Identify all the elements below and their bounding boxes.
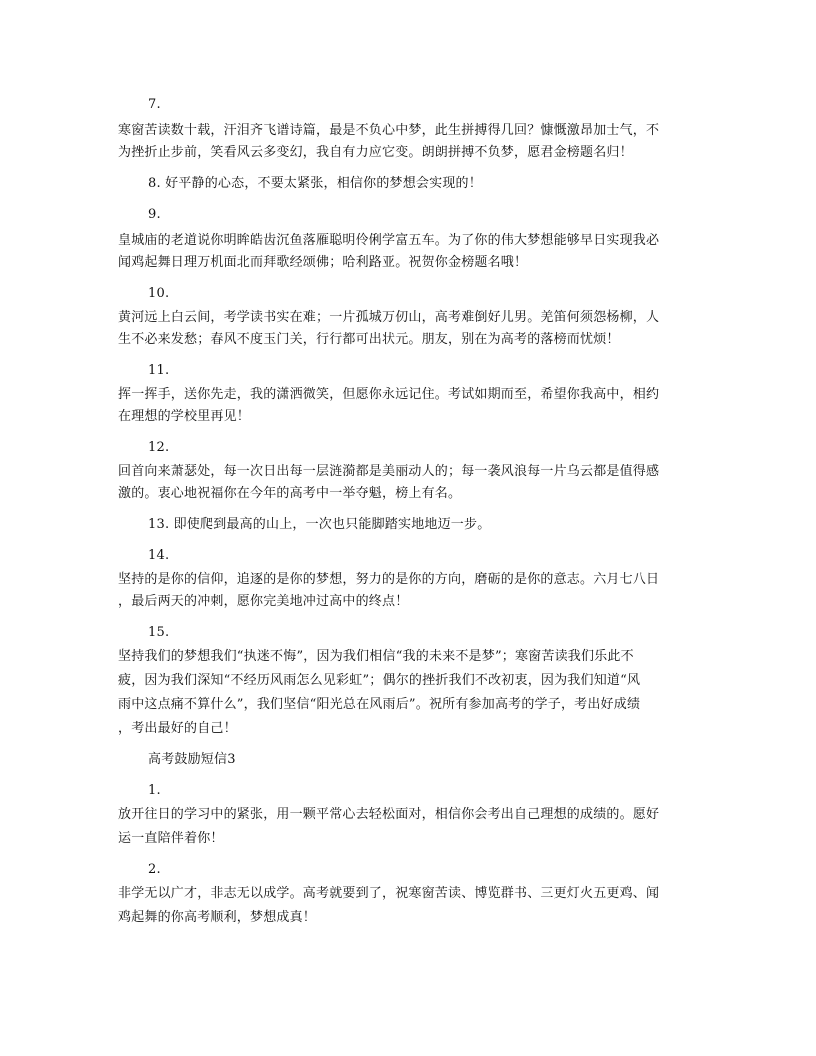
- paragraph-line: 生不必来发愁；春风不度玉门关，行行都可出状元。朋友，别在为高考的落榜而忧烦！: [118, 332, 620, 347]
- paragraph-line: 黄河远上白云间，考学读书实在难；一片孤城万仞山，高考难倒好儿男。羌笛何须怨杨柳，人: [118, 310, 660, 325]
- item-number: 7.: [148, 97, 161, 112]
- paragraph-line: ，最后两天的冲刺，愿你完美地冲过高中的终点！: [118, 594, 409, 609]
- paragraph-line: 闻鸡起舞日理万机面北而拜歌经颂佛；哈利路亚。祝贺你金榜题名哦！: [118, 255, 528, 270]
- item-number: 1.: [148, 783, 161, 798]
- paragraph-line: 非学无以广才，非志无以成学。高考就要到了，祝寒窗苦读、博览群书、三更灯火五更鸡、闻: [118, 886, 660, 901]
- paragraph-line: 运一直陪伴着你！: [118, 831, 224, 846]
- item-number: 10.: [148, 286, 170, 301]
- item-number: 14.: [148, 548, 170, 563]
- paragraph-line: 坚持的是你的信仰，追逐的是你的梦想，努力的是你的方向，磨砺的是你的意志。六月七八日: [118, 572, 660, 587]
- paragraph-line: 坚持我们的梦想我们“执迷不悔”，因为我们相信“我的未来不是梦”；寒窗苦读我们乐此不: [118, 649, 634, 664]
- item-line: 8. 好平静的心态，不要太紧张，相信你的梦想会实现的！: [148, 176, 482, 191]
- paragraph-line: 疲，因为我们深知“不经历风雨怎么见彩虹”；偶尔的挫折我们不改初衷，因为我们知道“风: [118, 673, 641, 688]
- item-number: 2.: [148, 862, 161, 877]
- item-number: 9.: [148, 207, 161, 222]
- paragraph-line: 在理想的学校里再见！: [118, 409, 251, 424]
- paragraph-line: 挥一挥手，送你先走，我的潇洒微笑，但愿你永远记住。考试如期而至，希望你我高中，相约: [118, 387, 660, 402]
- item-line: 13. 即使爬到最高的山上，一次也只能脚踏实地地迈一步。: [148, 517, 491, 532]
- section-heading: 高考鼓励短信3: [148, 752, 236, 767]
- paragraph-line: ，考出最好的自己！: [118, 721, 237, 736]
- item-number: 12.: [148, 440, 170, 455]
- item-number: 11.: [148, 363, 170, 378]
- paragraph-line: 为挫折止步前，笑看风云多变幻，我自有力应它变。朗朗拼搏不负梦，愿君金榜题名归！: [118, 145, 633, 160]
- paragraph-line: 激的。衷心地祝福你在今年的高考中一举夺魁，榜上有名。: [118, 486, 462, 501]
- paragraph-line: 皇城庙的老道说你明眸皓齿沉鱼落雁聪明伶俐学富五车。为了你的伟大梦想能够早日实现我必: [118, 233, 660, 248]
- paragraph-line: 寒窗苦读数十载，汗泪齐飞谱诗篇，最是不负心中梦，此生拼搏得几回？慷慨激昂加士气，不: [118, 123, 660, 138]
- paragraph-line: 鸡起舞的你高考顺利，梦想成真！: [118, 910, 317, 925]
- item-number: 15.: [148, 625, 170, 640]
- paragraph-line: 雨中这点痛不算什么”，我们坚信“阳光总在风雨后”。祝所有参加高考的学子，考出好成绩: [118, 697, 641, 712]
- paragraph-line: 放开往日的学习中的紧张，用一颗平常心去轻松面对，相信你会考出自己理想的成绩的。愿好: [118, 807, 660, 822]
- paragraph-line: 回首向来萧瑟处，每一次日出每一层涟漪都是美丽动人的；每一袭风浪每一片乌云都是值得感: [118, 464, 660, 479]
